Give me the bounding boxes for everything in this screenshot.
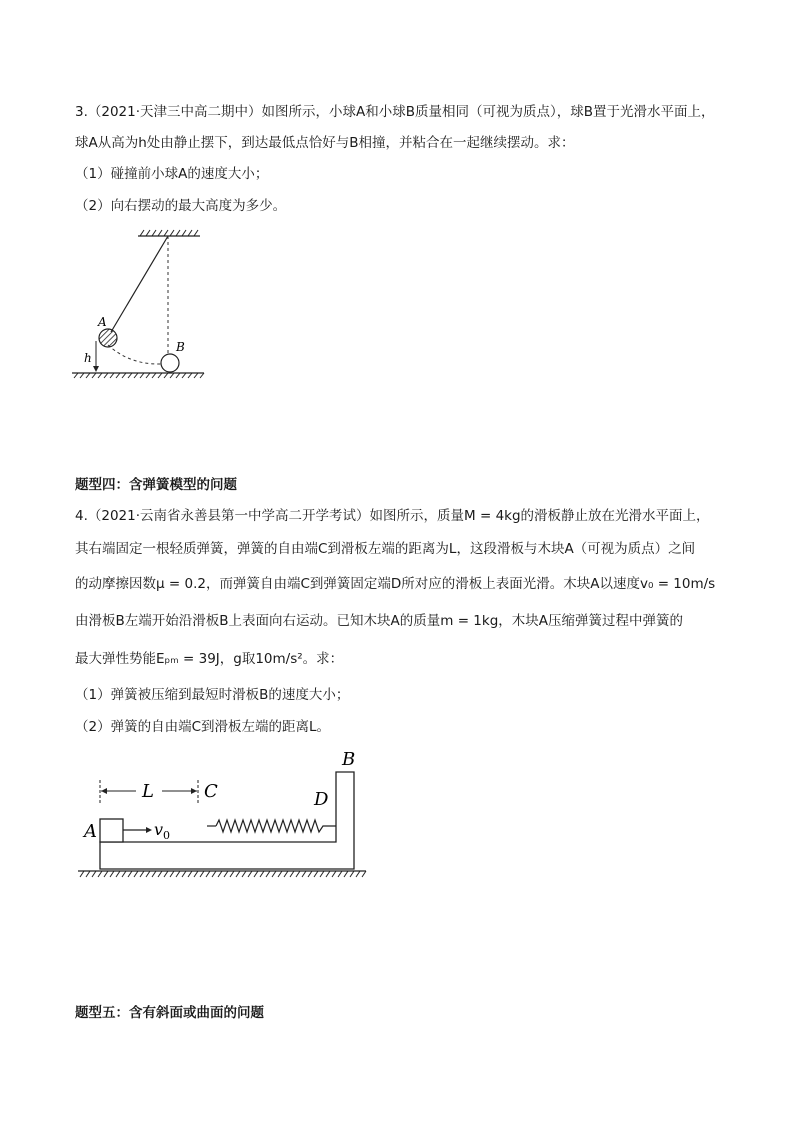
q3-sub-question-1: （1）碰撞前小球A的速度大小； [75, 166, 269, 182]
pendulum-figure [60, 225, 220, 385]
label-a: A [84, 821, 97, 842]
q3-line-2: 球A从高为h处由静止摆下，到达最低点恰好与B相撞，并粘合在一起继续摆动。求： [75, 135, 575, 151]
q4-line-4: 由滑板B左端开始沿滑板B上表面向右运动。已知木块A的质量m = 1kg，木块A压缩弹簧过程中弹簧的 [75, 613, 684, 629]
section-4-heading: 题型四：含弹簧模型的问题 [75, 477, 237, 493]
label-v0-letter: v [154, 820, 164, 839]
q3-line-1: 3.（2021·天津三中高二期中）如图所示，小球A和小球B质量相同（可视为质点），球B置于光滑水平面上， [75, 104, 715, 120]
section-5-heading: 题型五：含有斜面或曲面的问题 [75, 1005, 264, 1021]
label-d: D [314, 789, 329, 810]
q4-line-2: 其右端固定一根轻质弹簧，弹簧的自由端C到滑板左端的距离为L，这段滑板与木块A（可视为质点）之间 [75, 541, 696, 557]
q4-sub-question-2: （2）弹簧的自由端C到滑板左端的距离L。 [75, 719, 331, 735]
q4-line-5: 最大弹性势能Eₚₘ = 39J，g取10m/s²。求： [75, 651, 344, 667]
spring-board-figure [70, 745, 380, 885]
label-b: B [342, 749, 356, 770]
ground-hatching [80, 871, 366, 877]
ball-a [99, 329, 117, 347]
label-l: L [142, 781, 154, 802]
l-dim-arrow-left [101, 788, 107, 794]
height-arrow-head [93, 366, 99, 372]
swing-path [108, 345, 162, 364]
spring [216, 820, 336, 832]
ground-hatching [74, 373, 204, 378]
block-a [100, 819, 123, 842]
q4-line-1: 4.（2021·云南省永善县第一中学高二开学考试）如图所示，质量M = 4kg的滑板静止放在光滑水平面上， [75, 508, 710, 524]
label-h: h [84, 351, 92, 365]
q4-sub-question-1: （1）弹簧被压缩到最短时滑板B的速度大小； [75, 687, 350, 703]
label-v0 [154, 820, 170, 842]
q4-line-3: 的动摩擦因数μ = 0.2，而弹簧自由端C到弹簧固定端D所对应的滑板上表面光滑。木块A以速度v₀ = 10m/s [75, 576, 716, 592]
label-a: A [98, 315, 107, 329]
q3-sub-question-2: （2）向右摆动的最大高度为多少。 [75, 198, 287, 214]
label-v0-subscript: 0 [163, 829, 171, 842]
l-dim-arrow-right [191, 788, 197, 794]
ball-b [161, 354, 179, 372]
label-b: B [176, 340, 185, 354]
velocity-arrow-head [146, 827, 152, 833]
pendulum-string [111, 236, 168, 332]
label-c: C [204, 781, 218, 802]
ceiling-hatching [140, 230, 198, 236]
